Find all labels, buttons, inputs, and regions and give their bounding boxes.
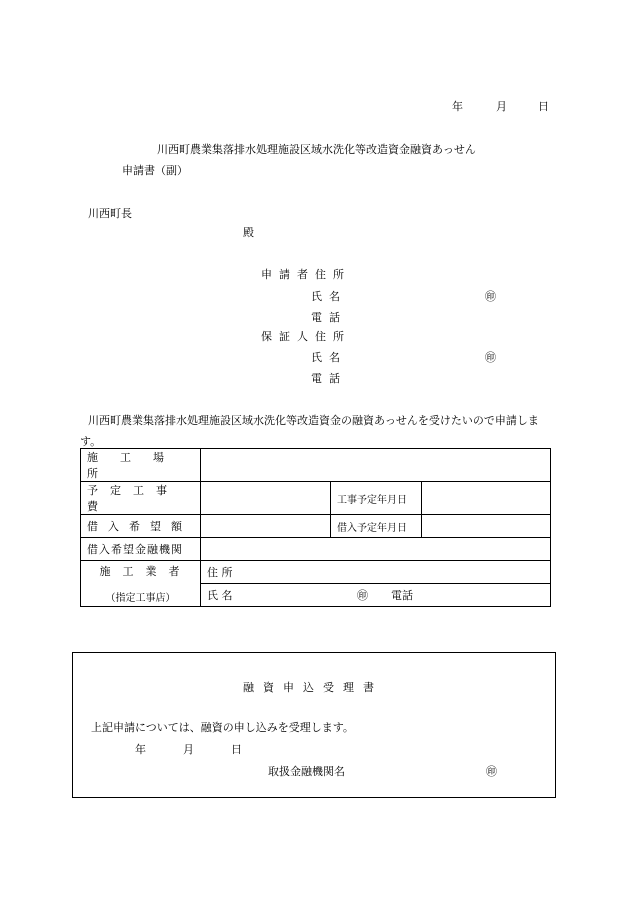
loan-amount-input[interactable] — [201, 515, 331, 538]
construction-date-input[interactable] — [422, 482, 551, 515]
day-label: 日 — [538, 100, 549, 113]
table-row — [81, 482, 551, 515]
contractor-label-cell — [81, 561, 201, 607]
receipt-day-label: 日 — [231, 743, 242, 756]
date-line — [452, 98, 549, 114]
cost-label-cell — [81, 482, 201, 515]
month-label: 月 — [496, 100, 507, 113]
site-label: 施工場所 — [87, 451, 186, 480]
table-row — [81, 449, 551, 482]
guarantor-seal-mark: ㊞ — [485, 351, 496, 364]
bank-name-label: 取扱金融機関名 — [268, 765, 345, 778]
table-row — [81, 515, 551, 538]
guarantor-phone-label: 電話 — [311, 372, 347, 385]
contractor-address-cell[interactable] — [201, 561, 551, 584]
application-statement-text: 川西町農業集落排水処理施設区域水洗化等改造資金の融資あっせんを受けたいので申請します。 — [80, 414, 539, 448]
application-table — [80, 448, 551, 607]
applicant-address-label: 申請者住所 — [261, 268, 351, 281]
receipt-statement: 上記申請については、融資の申し込みを受理します。 — [91, 721, 354, 734]
loan-date-input[interactable] — [422, 515, 551, 538]
guarantor-name-label: 氏名 — [311, 351, 347, 364]
contractor-name-cell[interactable] — [201, 584, 551, 607]
contractor-seal-mark: ㊞ — [357, 589, 368, 602]
address-label: 住 所 — [207, 566, 233, 579]
application-statement — [80, 410, 550, 452]
table-row — [81, 561, 551, 584]
guarantor-address-label: 保証人住所 — [261, 330, 351, 343]
phone-label: 電話 — [391, 589, 413, 602]
loan-receipt-box — [72, 652, 556, 798]
receipt-year-label: 年 — [135, 743, 146, 756]
table-row — [81, 538, 551, 561]
cost-input[interactable] — [201, 482, 331, 515]
applicant-name-label: 氏名 — [311, 290, 347, 303]
receipt-date-line — [135, 741, 242, 757]
site-label-cell — [81, 449, 201, 482]
honorific: 殿 — [243, 226, 254, 239]
contractor-sublabel: （指定工事店） — [105, 593, 176, 604]
recipient: 川西町長 — [88, 207, 132, 220]
receipt-seal-mark: ㊞ — [486, 765, 497, 778]
contractor-label: 施工業者 — [99, 565, 192, 578]
receipt-title: 融資申込受理書 — [243, 681, 383, 694]
year-label: 年 — [452, 100, 463, 113]
loan-amount-label: 借入希望額 — [87, 520, 192, 533]
loan-amount-label-cell — [81, 515, 201, 538]
name-label: 氏 名 — [207, 589, 233, 602]
cost-label: 予定工事費 — [87, 484, 179, 513]
document-subtitle: 申請書（副） — [122, 164, 188, 177]
document-title: 川西町農業集落排水処理施設区域水洗化等改造資金融資あっせん — [157, 143, 476, 156]
bank-input[interactable] — [201, 538, 551, 561]
applicant-phone-label: 電話 — [311, 311, 347, 324]
loan-date-label: 借入予定年月日 — [331, 515, 422, 538]
bank-label-cell — [81, 538, 201, 561]
bank-label: 借入希望金融機関 — [87, 543, 183, 556]
applicant-seal-mark: ㊞ — [485, 290, 496, 303]
site-input[interactable] — [201, 449, 551, 482]
receipt-month-label: 月 — [183, 743, 194, 756]
construction-date-label: 工事予定年月日 — [331, 482, 422, 515]
